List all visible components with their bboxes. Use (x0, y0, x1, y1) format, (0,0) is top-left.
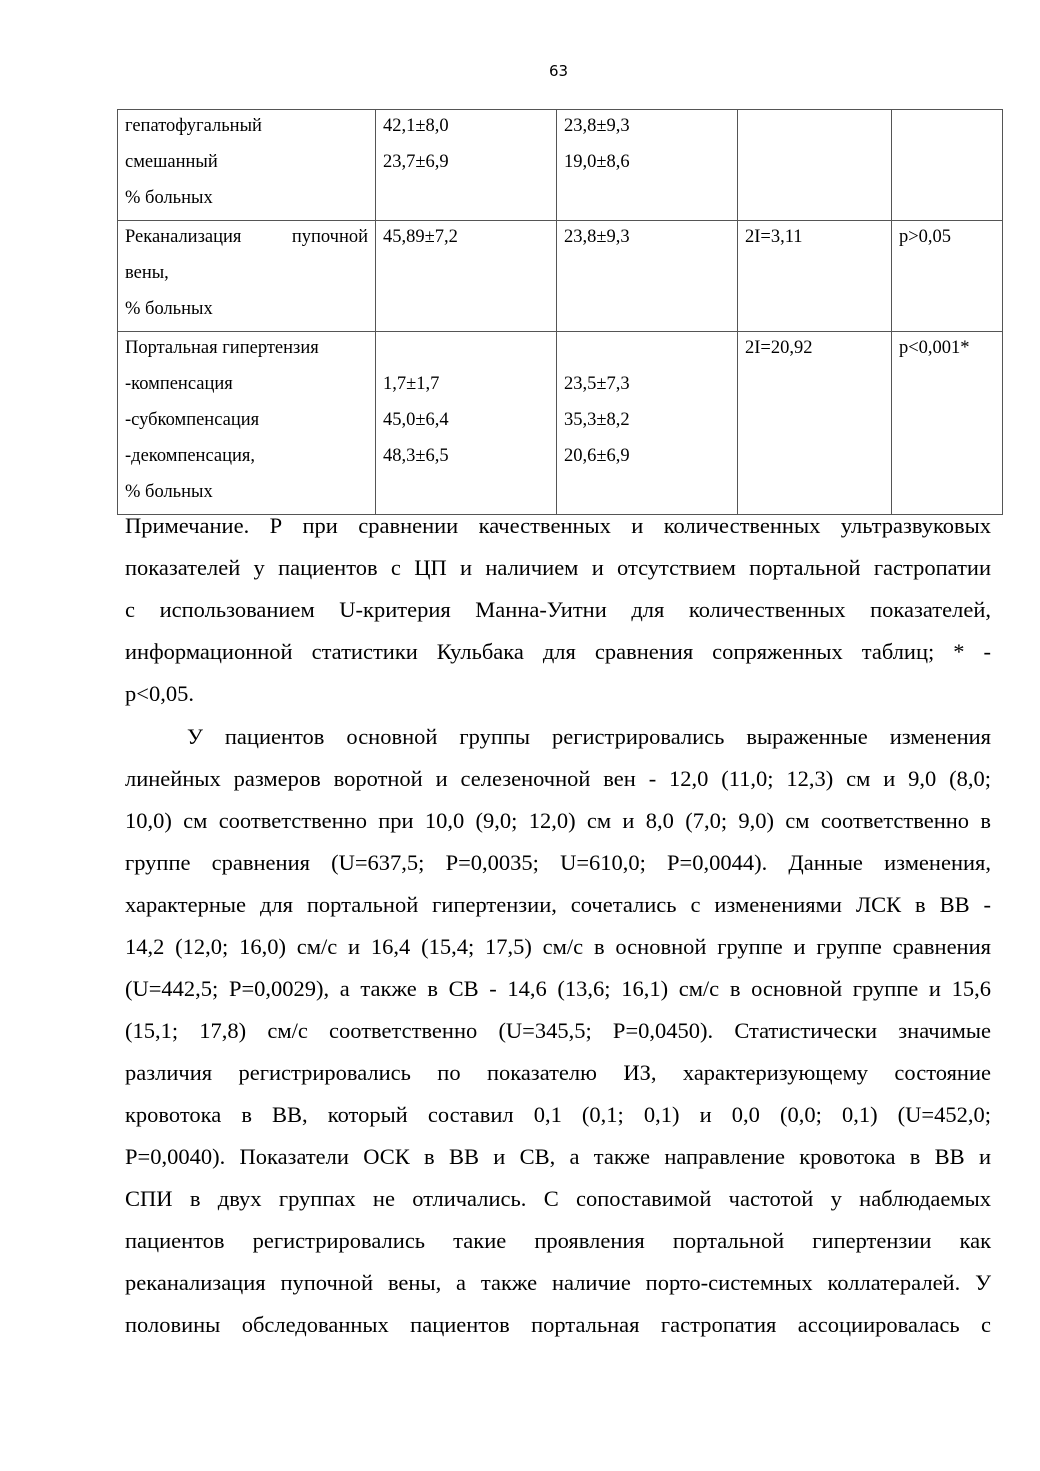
paragraph-line: У пациентов основной группы регистрировались выраженные изменения (187, 724, 991, 749)
paragraph-line: реканализация пупочной вены, а также наличие порто-системных коллатералей. У (125, 1270, 991, 1295)
cell-line: % больных (125, 188, 213, 208)
paragraph-line: (15,1; 17,8) см/с соответственно (U=345,5; P=0,0450). Статистически значимые (125, 1018, 991, 1043)
cell-line (125, 223, 368, 259)
cell-line: % больных (125, 482, 213, 502)
note-line: с использованием U-критерия Манна-Уитни для количественных показателей, (125, 597, 991, 622)
body-paragraph (125, 716, 991, 1346)
table-cell-main-group (376, 221, 557, 332)
cell-line (564, 334, 730, 370)
cell-line: -декомпенсация, (125, 446, 256, 466)
cell-line: 42,1±8,0 (383, 116, 449, 136)
paragraph-line: характерные для портальной гипертензии, сочетались с изменениями ЛСК в ВВ - (125, 892, 991, 917)
cell-line: 23,7±6,9 (383, 152, 449, 172)
cell-line: 20,6±6,9 (564, 446, 630, 466)
table-row-umbilical-vein (118, 221, 1003, 332)
paragraph-line: P=0,0040). Показатели ОСК в ВВ и СВ, а также направление кровотока в ВВ и (125, 1144, 991, 1169)
table-cell-p-value (892, 221, 1003, 332)
note-line: Примечание. Р при сравнении качественных и количественных ультразвуковых (125, 513, 991, 538)
table-cell-statistic (738, 332, 892, 515)
table-cell-label (118, 110, 376, 221)
paragraph-line: линейных размеров воротной и селезеночной вен - 12,0 (11,0; 12,3) см и 9,0 (8,0; (125, 766, 991, 791)
cell-line: 45,89±7,2 (383, 227, 458, 247)
cell-line: Портальная гипертензия (125, 338, 319, 358)
table-cell-label (118, 332, 376, 515)
cell-line (383, 334, 549, 370)
table-cell-p-value (892, 110, 1003, 221)
cell-line: вены, (125, 263, 169, 283)
table-cell-label (118, 221, 376, 332)
paragraph-line: различия регистрировались по показателю ИЗ, характеризующему состояние (125, 1060, 991, 1085)
cell-line: -компенсация (125, 374, 233, 394)
cell-line: 2I=20,92 (745, 338, 813, 358)
cell-line: 23,8±9,3 (564, 227, 630, 247)
table-row-blood-flow-direction (118, 110, 1003, 221)
cell-line: 23,5±7,3 (564, 374, 630, 394)
table-cell-comparison-group (557, 221, 738, 332)
page-number: 63 (548, 62, 569, 80)
table-cell-p-value (892, 332, 1003, 515)
table-cell-statistic (738, 110, 892, 221)
table-cell-comparison-group (557, 110, 738, 221)
table-cell-comparison-group (557, 332, 738, 515)
note-line: р<0,05. (125, 681, 194, 706)
paragraph-line: половины обследованных пациентов портальная гастропатия ассоциировалась с (125, 1312, 991, 1337)
paragraph-line: группе сравнения (U=637,5; P=0,0035; U=610,0; P=0,0044). Данные изменения, (125, 850, 991, 875)
cell-word: Реканализация (125, 227, 242, 247)
cell-line: 1,7±1,7 (383, 374, 440, 394)
table-cell-main-group (376, 332, 557, 515)
cell-line: смешанный (125, 152, 218, 172)
note-line: показателей у пациентов с ЦП и наличием и отсутствием портальной гастропатии (125, 555, 991, 580)
cell-line: % больных (125, 299, 213, 319)
table-cell-main-group (376, 110, 557, 221)
paragraph-line: (U=442,5; P=0,0029), а также в СВ - 14,6 (13,6; 16,1) см/с в основной группе и 15,6 (125, 976, 991, 1001)
results-table (117, 109, 1003, 515)
paragraph-line: СПИ в двух группах не отличались. С сопоставимой частотой у наблюдаемых (125, 1186, 991, 1211)
cell-line: 35,3±8,2 (564, 410, 630, 430)
cell-line: гепатофугальный (125, 116, 262, 136)
table-cell-statistic (738, 221, 892, 332)
cell-word: пупочной (291, 227, 368, 247)
cell-line: p<0,001* (899, 338, 970, 358)
paragraph-line: пациентов регистрировались такие проявления портальной гипертензии как (125, 1228, 991, 1253)
paragraph-line: 14,2 (12,0; 16,0) см/с и 16,4 (15,4; 17,5) см/с в основной группе и группе сравнения (125, 934, 991, 959)
cell-line: -субкомпенсация (125, 410, 260, 430)
paragraph-line: 10,0) см соответственно при 10,0 (9,0; 12,0) см и 8,0 (7,0; 9,0) см соответственно в (125, 808, 991, 833)
paragraph-line: кровотока в ВВ, который составил 0,1 (0,1; 0,1) и 0,0 (0,0; 0,1) (U=452,0; (125, 1102, 991, 1127)
cell-line: 45,0±6,4 (383, 410, 449, 430)
table-note (125, 505, 991, 715)
cell-line: 23,8±9,3 (564, 116, 630, 136)
cell-line: 19,0±8,6 (564, 152, 630, 172)
cell-line: 2I=3,11 (745, 227, 803, 247)
cell-line: p>0,05 (899, 227, 952, 247)
table-row-portal-hypertension (118, 332, 1003, 515)
cell-line: 48,3±6,5 (383, 446, 449, 466)
note-line: информационной статистики Кульбака для сравнения сопряженных таблиц; * - (125, 639, 991, 664)
